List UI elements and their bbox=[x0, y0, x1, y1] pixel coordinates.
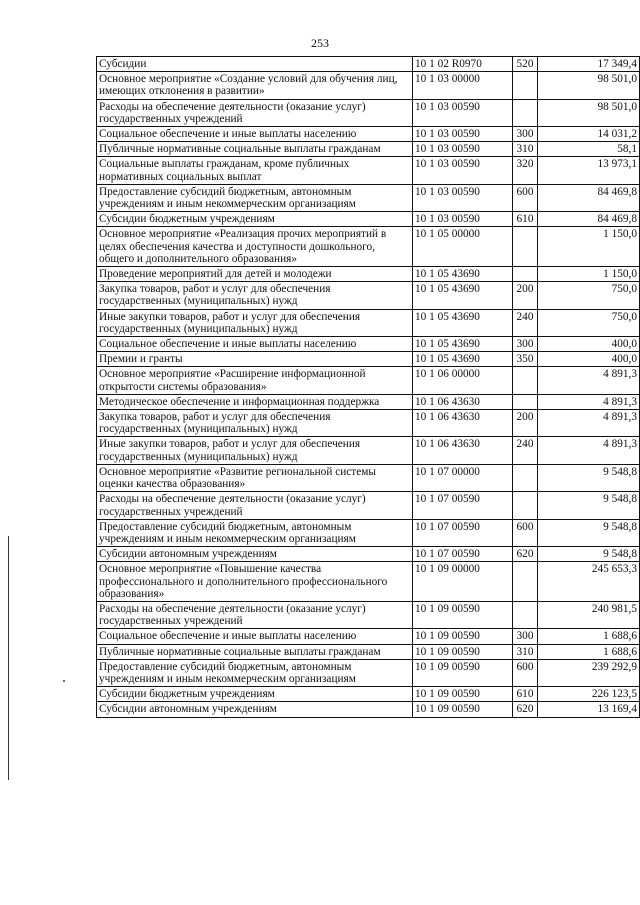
expense-type-cell bbox=[513, 72, 538, 99]
expense-type-cell bbox=[513, 394, 538, 409]
target-code-cell: 10 1 05 00000 bbox=[413, 227, 513, 267]
target-code-cell: 10 1 03 00000 bbox=[413, 72, 513, 99]
target-code-cell: 10 1 07 00000 bbox=[413, 464, 513, 491]
expense-name-cell: Субсидии автономным учреждениям bbox=[97, 547, 413, 562]
amount-cell: 400,0 bbox=[538, 337, 640, 352]
expense-name-cell: Основное мероприятие «Реализация прочих мероприятий в целях обеспечения качества и доступности дошкольного, общего и дополнительного образования» bbox=[97, 227, 413, 267]
table-row bbox=[97, 72, 640, 99]
table-row bbox=[97, 337, 640, 352]
target-code-cell: 10 1 05 43690 bbox=[413, 352, 513, 367]
expense-type-cell bbox=[513, 562, 538, 602]
margin-line bbox=[8, 536, 9, 780]
table-row bbox=[97, 367, 640, 394]
expense-name-cell: Основное мероприятие «Повышение качества профессионального и дополнительного профессионального образования» bbox=[97, 562, 413, 602]
expense-type-cell bbox=[513, 464, 538, 491]
table-row bbox=[97, 629, 640, 644]
table-row bbox=[97, 57, 640, 72]
table-row bbox=[97, 267, 640, 282]
expense-type-cell: 200 bbox=[513, 282, 538, 309]
amount-cell: 226 123,5 bbox=[538, 687, 640, 702]
expense-name-cell: Закупка товаров, работ и услуг для обеспечения государственных (муниципальных) нужд bbox=[97, 282, 413, 309]
target-code-cell: 10 1 09 00000 bbox=[413, 562, 513, 602]
expense-type-cell: 600 bbox=[513, 519, 538, 546]
target-code-cell: 10 1 09 00590 bbox=[413, 629, 513, 644]
budget-table bbox=[96, 56, 640, 718]
expense-type-cell: 620 bbox=[513, 702, 538, 717]
expense-name-cell: Предоставление субсидий бюджетным, автономным учреждениям и иным некоммерческим организациям bbox=[97, 184, 413, 211]
expense-name-cell: Социальное обеспечение и иные выплаты населению bbox=[97, 337, 413, 352]
expense-type-cell bbox=[513, 367, 538, 394]
expense-type-cell: 320 bbox=[513, 157, 538, 184]
target-code-cell: 10 1 09 00590 bbox=[413, 644, 513, 659]
target-code-cell: 10 1 05 43690 bbox=[413, 282, 513, 309]
table-row bbox=[97, 142, 640, 157]
amount-cell: 58,1 bbox=[538, 142, 640, 157]
target-code-cell: 10 1 06 00000 bbox=[413, 367, 513, 394]
expense-name-cell: Социальные выплаты гражданам, кроме публичных нормативных социальных выплат bbox=[97, 157, 413, 184]
expense-name-cell: Социальное обеспечение и иные выплаты населению bbox=[97, 127, 413, 142]
table-row bbox=[97, 227, 640, 267]
table-row bbox=[97, 644, 640, 659]
table-row bbox=[97, 127, 640, 142]
target-code-cell: 10 1 09 00590 bbox=[413, 659, 513, 686]
target-code-cell: 10 1 05 43690 bbox=[413, 309, 513, 336]
table-row bbox=[97, 437, 640, 464]
amount-cell: 245 653,3 bbox=[538, 562, 640, 602]
target-code-cell: 10 1 09 00590 bbox=[413, 702, 513, 717]
expense-name-cell: Социальное обеспечение и иные выплаты населению bbox=[97, 629, 413, 644]
amount-cell: 4 891,3 bbox=[538, 437, 640, 464]
target-code-cell: 10 1 05 43690 bbox=[413, 337, 513, 352]
target-code-cell: 10 1 05 43690 bbox=[413, 267, 513, 282]
expense-type-cell: 200 bbox=[513, 410, 538, 437]
table-row bbox=[97, 464, 640, 491]
amount-cell: 750,0 bbox=[538, 309, 640, 336]
expense-name-cell: Субсидии бюджетным учреждениям bbox=[97, 212, 413, 227]
expense-name-cell: Расходы на обеспечение деятельности (оказание услуг) государственных учреждений bbox=[97, 601, 413, 628]
table-row bbox=[97, 601, 640, 628]
expense-name-cell: Публичные нормативные социальные выплаты гражданам bbox=[97, 142, 413, 157]
expense-name-cell: Предоставление субсидий бюджетным, автономным учреждениям и иным некоммерческим организациям bbox=[97, 519, 413, 546]
expense-name-cell: Субсидии бюджетным учреждениям bbox=[97, 687, 413, 702]
expense-name-cell: Премии и гранты bbox=[97, 352, 413, 367]
expense-type-cell: 310 bbox=[513, 644, 538, 659]
expense-type-cell: 610 bbox=[513, 687, 538, 702]
expense-type-cell bbox=[513, 227, 538, 267]
table-row bbox=[97, 702, 640, 717]
expense-name-cell: Основное мероприятие «Создание условий для обучения лиц, имеющих отклонения в развитии» bbox=[97, 72, 413, 99]
amount-cell: 1 150,0 bbox=[538, 227, 640, 267]
expense-type-cell: 350 bbox=[513, 352, 538, 367]
table-row bbox=[97, 562, 640, 602]
expense-type-cell: 310 bbox=[513, 142, 538, 157]
target-code-cell: 10 1 06 43630 bbox=[413, 410, 513, 437]
amount-cell: 13 973,1 bbox=[538, 157, 640, 184]
table-row bbox=[97, 687, 640, 702]
amount-cell: 84 469,8 bbox=[538, 212, 640, 227]
table-row bbox=[97, 282, 640, 309]
expense-name-cell: Расходы на обеспечение деятельности (оказание услуг) государственных учреждений bbox=[97, 99, 413, 126]
expense-type-cell: 520 bbox=[513, 57, 538, 72]
expense-name-cell: Проведение мероприятий для детей и молодежи bbox=[97, 267, 413, 282]
table-row bbox=[97, 659, 640, 686]
amount-cell: 13 169,4 bbox=[538, 702, 640, 717]
expense-name-cell: Иные закупки товаров, работ и услуг для обеспечения государственных (муниципальных) нужд bbox=[97, 437, 413, 464]
amount-cell: 1 688,6 bbox=[538, 629, 640, 644]
table-row bbox=[97, 394, 640, 409]
target-code-cell: 10 1 06 43630 bbox=[413, 394, 513, 409]
expense-type-cell bbox=[513, 267, 538, 282]
table-row bbox=[97, 309, 640, 336]
target-code-cell: 10 1 09 00590 bbox=[413, 601, 513, 628]
expense-name-cell: Методическое обеспечение и информационная поддержка bbox=[97, 394, 413, 409]
amount-cell: 4 891,3 bbox=[538, 410, 640, 437]
table-row bbox=[97, 99, 640, 126]
expense-type-cell: 240 bbox=[513, 437, 538, 464]
expense-type-cell: 600 bbox=[513, 184, 538, 211]
amount-cell: 1 150,0 bbox=[538, 267, 640, 282]
amount-cell: 9 548,8 bbox=[538, 547, 640, 562]
margin-dot bbox=[63, 680, 65, 682]
amount-cell: 4 891,3 bbox=[538, 367, 640, 394]
target-code-cell: 10 1 02 R0970 bbox=[413, 57, 513, 72]
expense-name-cell: Расходы на обеспечение деятельности (оказание услуг) государственных учреждений bbox=[97, 492, 413, 519]
expense-name-cell: Предоставление субсидий бюджетным, автономным учреждениям и иным некоммерческим организациям bbox=[97, 659, 413, 686]
amount-cell: 98 501,0 bbox=[538, 99, 640, 126]
expense-name-cell: Субсидии автономным учреждениям bbox=[97, 702, 413, 717]
amount-cell: 9 548,8 bbox=[538, 492, 640, 519]
amount-cell: 239 292,9 bbox=[538, 659, 640, 686]
expense-name-cell: Основное мероприятие «Расширение информационной открытости системы образования» bbox=[97, 367, 413, 394]
target-code-cell: 10 1 03 00590 bbox=[413, 142, 513, 157]
amount-cell: 9 548,8 bbox=[538, 519, 640, 546]
table-row bbox=[97, 212, 640, 227]
amount-cell: 400,0 bbox=[538, 352, 640, 367]
budget-table-body bbox=[97, 57, 640, 718]
target-code-cell: 10 1 09 00590 bbox=[413, 687, 513, 702]
amount-cell: 14 031,2 bbox=[538, 127, 640, 142]
target-code-cell: 10 1 07 00590 bbox=[413, 547, 513, 562]
expense-type-cell: 620 bbox=[513, 547, 538, 562]
expense-type-cell: 300 bbox=[513, 127, 538, 142]
expense-name-cell: Закупка товаров, работ и услуг для обеспечения государственных (муниципальных) нужд bbox=[97, 410, 413, 437]
amount-cell: 4 891,3 bbox=[538, 394, 640, 409]
expense-name-cell: Субсидии bbox=[97, 57, 413, 72]
table-row bbox=[97, 184, 640, 211]
target-code-cell: 10 1 07 00590 bbox=[413, 492, 513, 519]
expense-type-cell: 600 bbox=[513, 659, 538, 686]
expense-type-cell: 300 bbox=[513, 337, 538, 352]
target-code-cell: 10 1 03 00590 bbox=[413, 127, 513, 142]
expense-type-cell: 300 bbox=[513, 629, 538, 644]
target-code-cell: 10 1 06 43630 bbox=[413, 437, 513, 464]
target-code-cell: 10 1 07 00590 bbox=[413, 519, 513, 546]
table-row bbox=[97, 492, 640, 519]
amount-cell: 84 469,8 bbox=[538, 184, 640, 211]
amount-cell: 9 548,8 bbox=[538, 464, 640, 491]
table-row bbox=[97, 519, 640, 546]
amount-cell: 750,0 bbox=[538, 282, 640, 309]
expense-name-cell: Основное мероприятие «Развитие региональной системы оценки качества образования» bbox=[97, 464, 413, 491]
amount-cell: 1 688,6 bbox=[538, 644, 640, 659]
expense-type-cell: 610 bbox=[513, 212, 538, 227]
amount-cell: 98 501,0 bbox=[538, 72, 640, 99]
expense-type-cell bbox=[513, 99, 538, 126]
page-number: 253 bbox=[311, 36, 329, 50]
expense-type-cell bbox=[513, 492, 538, 519]
table-row bbox=[97, 352, 640, 367]
expense-name-cell: Публичные нормативные социальные выплаты гражданам bbox=[97, 644, 413, 659]
target-code-cell: 10 1 03 00590 bbox=[413, 184, 513, 211]
expense-type-cell bbox=[513, 601, 538, 628]
table-row bbox=[97, 157, 640, 184]
target-code-cell: 10 1 03 00590 bbox=[413, 157, 513, 184]
expense-type-cell: 240 bbox=[513, 309, 538, 336]
table-row bbox=[97, 410, 640, 437]
target-code-cell: 10 1 03 00590 bbox=[413, 212, 513, 227]
amount-cell: 240 981,5 bbox=[538, 601, 640, 628]
target-code-cell: 10 1 03 00590 bbox=[413, 99, 513, 126]
expense-name-cell: Иные закупки товаров, работ и услуг для обеспечения государственных (муниципальных) нужд bbox=[97, 309, 413, 336]
table-row bbox=[97, 547, 640, 562]
amount-cell: 17 349,4 bbox=[538, 57, 640, 72]
